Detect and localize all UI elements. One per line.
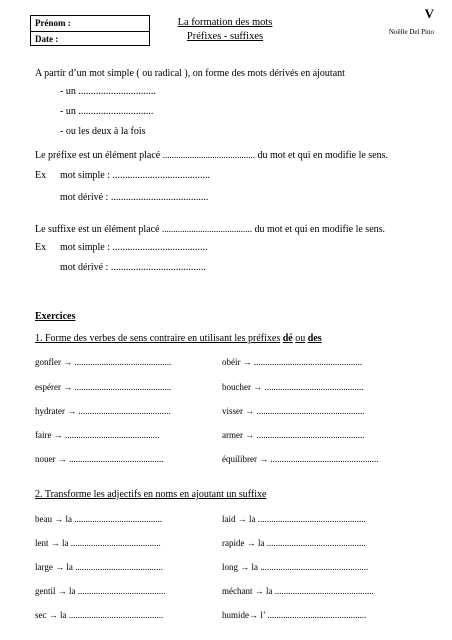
suffix-simple-line: mot simple : ......................................: [60, 242, 208, 253]
ex1-item-left-3: hydrater → .........................................: [35, 406, 171, 416]
ex2-item-left-1: beau → la .......................................: [35, 514, 162, 524]
prefix-simple-line: mot simple : .......................................: [60, 170, 210, 181]
ex1-item-left-2: espérer → ...........................................: [35, 382, 172, 392]
exercise-2-instruction: 2. Transforme les adjectifs en noms en ajoutant un suffixe: [35, 489, 267, 500]
ex1-item-right-3: visser → ................................................: [222, 406, 365, 416]
ex2-item-left-2: lent → la ........................................: [35, 538, 161, 548]
prefix-derive-line: mot dérivé : .......................................: [60, 192, 209, 203]
date-label: Date :: [31, 31, 149, 47]
ex1-item-right-5: équilibrer → ................................................: [222, 454, 379, 464]
prefix-sentence: Le préfixe est un élément placé ......................................... du mot et qui en modifie le sens.: [35, 150, 389, 161]
ex1-item-right-2: boucher → ............................................: [222, 382, 364, 392]
ex2-item-left-5: sec → la ..........................................: [35, 610, 164, 620]
suffix-blank: ........................................: [162, 224, 252, 234]
suffix-sentence: Le suffixe est un élément placé ........................................ du mot et qui en modifie le sens.: [35, 224, 386, 235]
page-title: La formation des mots: [177, 17, 273, 28]
ex2-item-left-4: gentil → la .......................................: [35, 586, 166, 596]
name-date-box: [30, 15, 150, 46]
author-name: Noëlle Del Pino: [388, 28, 434, 36]
ex1-item-left-5: nouer → ..........................................: [35, 454, 164, 464]
ex1-item-right-1: obéir → ................................................: [222, 357, 362, 367]
ex1-item-right-4: armer → ................................................: [222, 430, 365, 440]
suffix-ex-label: Ex: [35, 242, 47, 253]
page-subtitle: Préfixes - suffixes: [186, 31, 264, 42]
prefix-blank: .........................................: [162, 150, 255, 160]
series-letter: V: [424, 6, 434, 21]
ex2-item-right-5: humide→ l’ ............................................: [222, 610, 367, 620]
exercices-heading: Exercices: [35, 311, 76, 322]
ex1-item-left-4: faire → ..........................................: [35, 430, 160, 440]
ex2-item-right-3: long → la ................................................: [222, 562, 369, 572]
intro-bullet-2: - un ..............................: [60, 106, 154, 117]
ex1-item-left-1: gonfler → ...........................................: [35, 357, 172, 367]
intro-bullet-3: - ou les deux à la fois: [60, 126, 146, 137]
suffix-derive-line: mot dérivé : ......................................: [60, 262, 206, 273]
ex2-item-right-4: méchant → la ............................................: [222, 586, 374, 596]
exercise-1-instruction: 1. Forme des verbes de sens contraire en utilisant les préfixes dé ou des: [35, 333, 322, 344]
ex2-item-right-2: rapide → la ............................................: [222, 538, 366, 548]
ex2-item-right-1: laid → la ................................................: [222, 514, 366, 524]
intro-line: A partir d’un mot simple ( ou radical ), on forme des mots dérivés en ajoutant: [35, 68, 345, 79]
intro-bullet-1: - un ...............................: [60, 86, 156, 97]
prefix-ex-label: Ex: [35, 170, 47, 181]
prenom-label: Prénom :: [35, 18, 71, 28]
ex2-item-left-3: large → la .......................................: [35, 562, 163, 572]
